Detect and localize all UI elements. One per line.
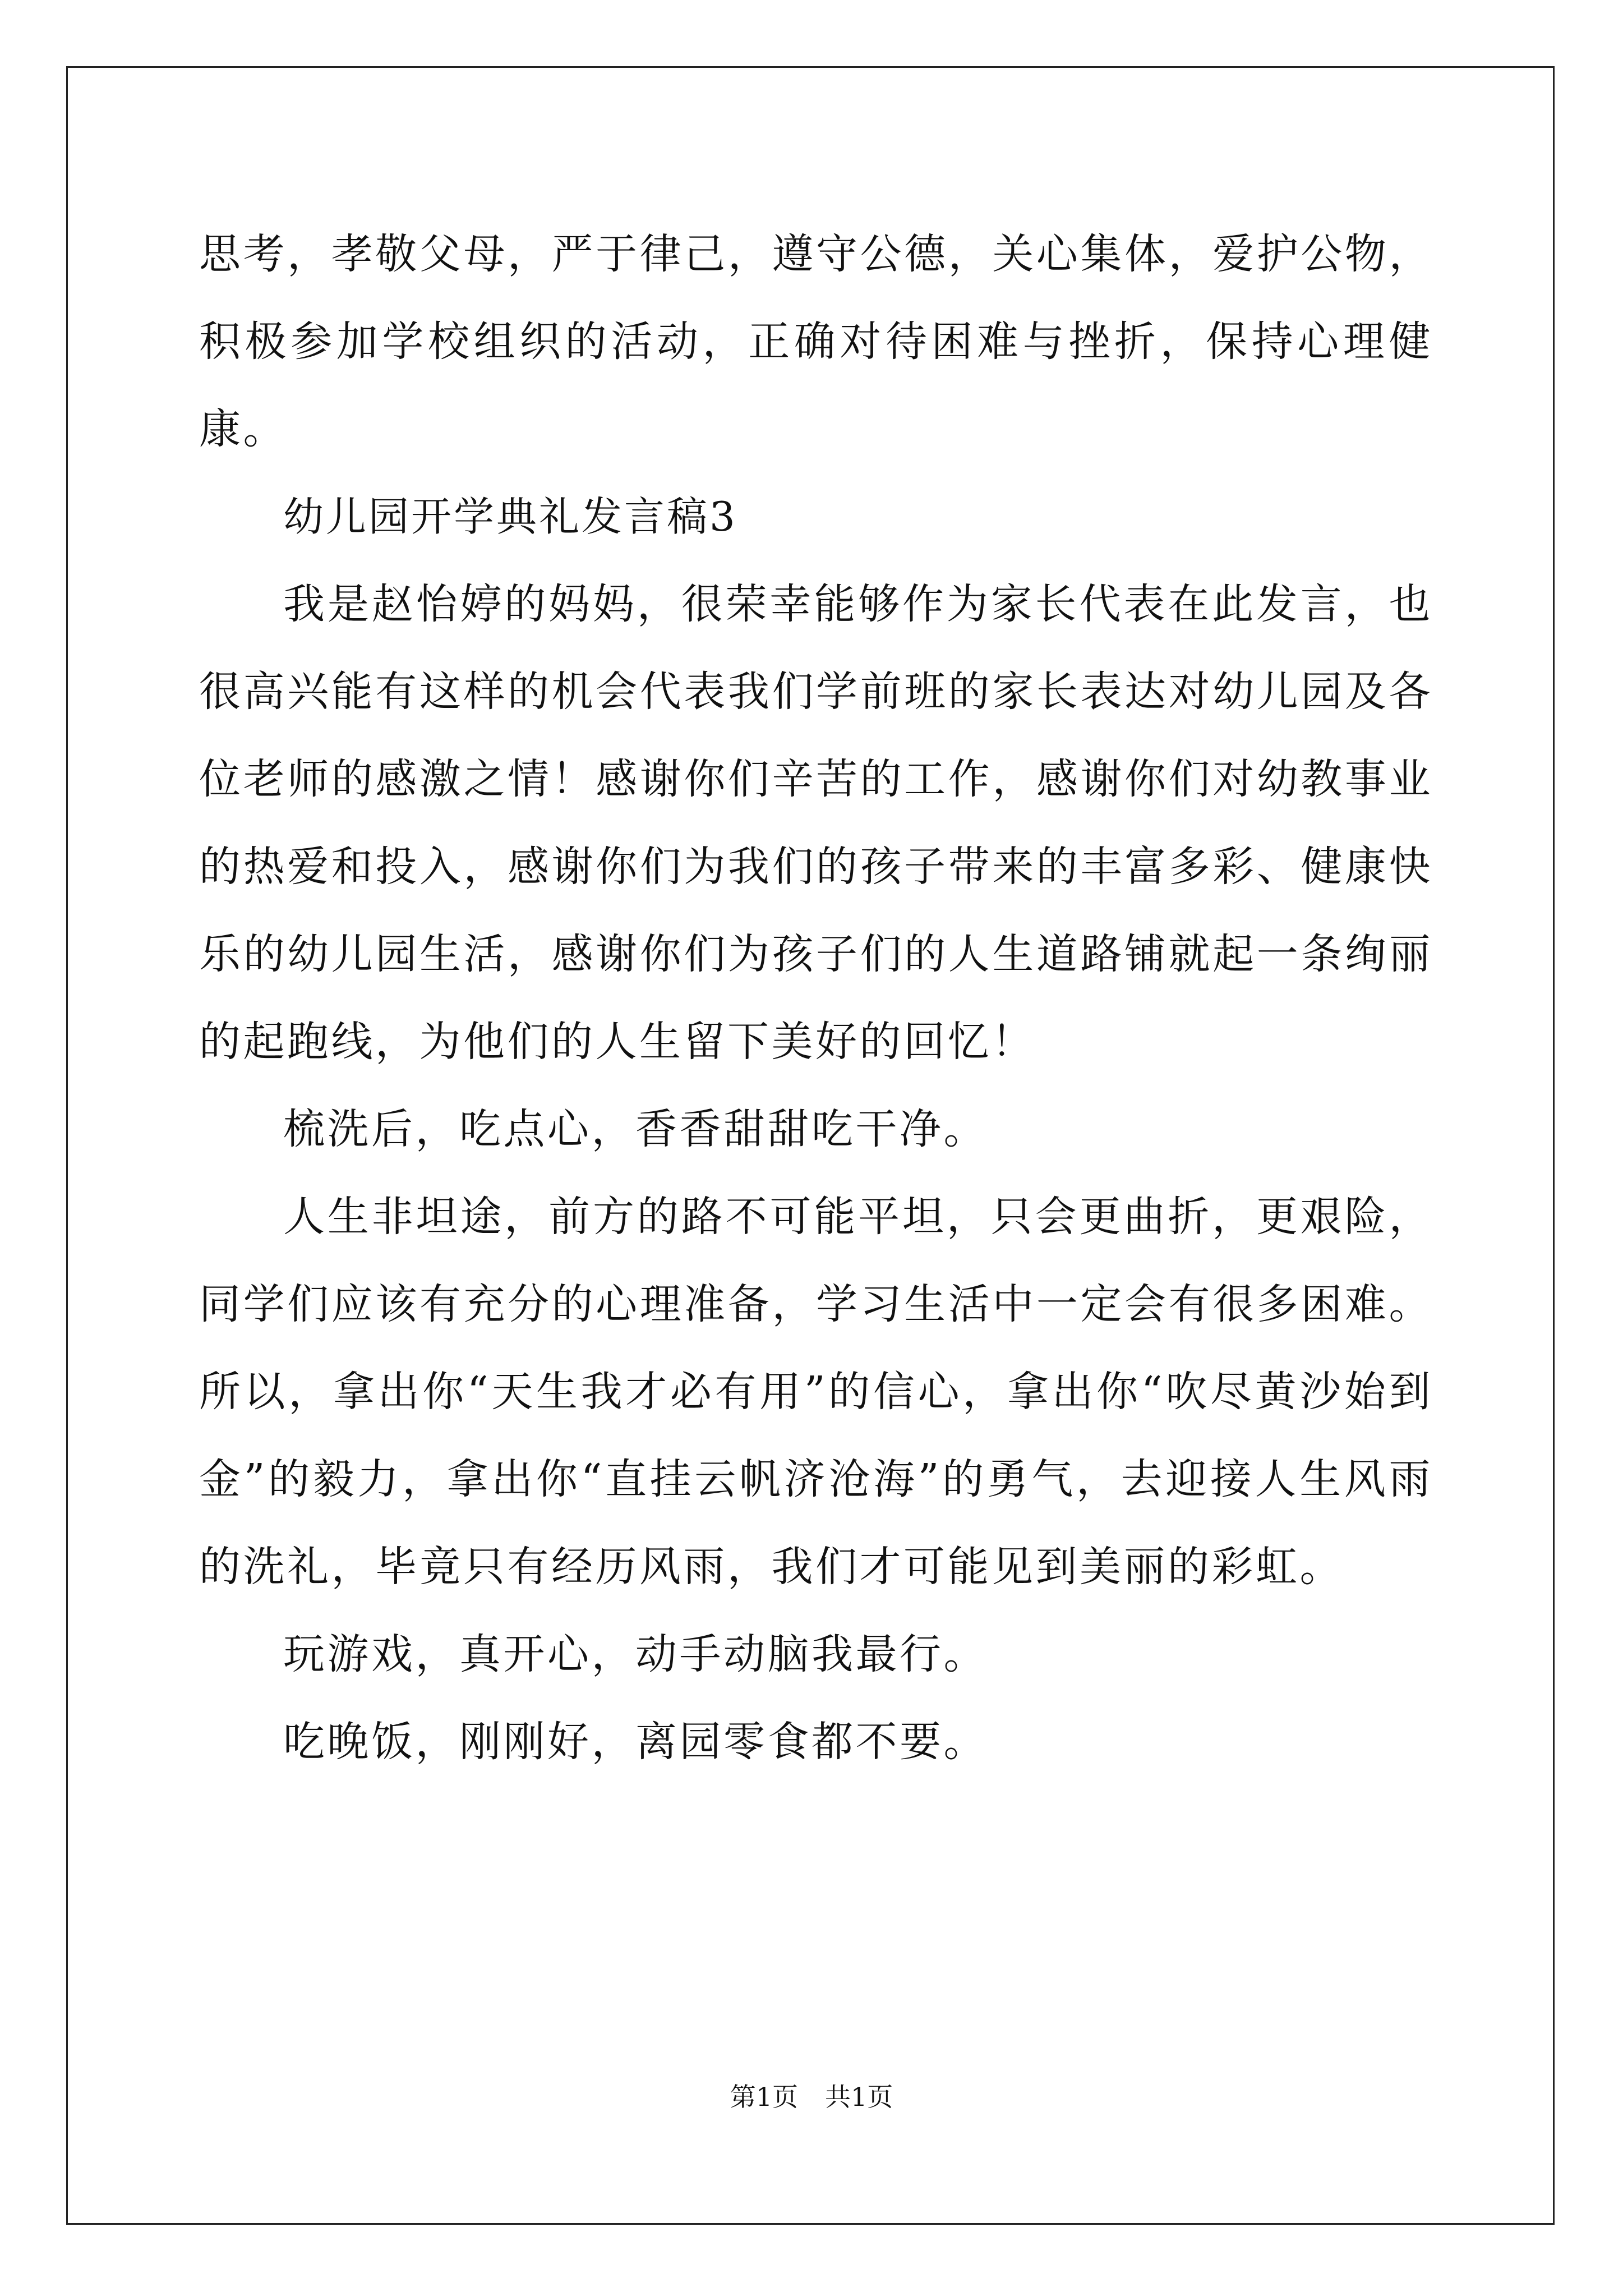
paragraph: 吃晚饭，刚刚好，离园零食都不要。 (283, 1718, 988, 1766)
paragraph: 思考，孝敬父母，严于律己，遵守公德，关心集体，爱护公物，积极参加学校组织的活动，正确对待困难与挫折，保持心理健康。 (199, 230, 1433, 453)
page-footer (0, 2080, 1623, 2114)
page-total: 共1页 (825, 2082, 893, 2112)
page-number: 第1页 (730, 2082, 798, 2112)
section-heading: 幼儿园开学典礼发言稿3 (283, 493, 737, 540)
paragraph: 我是赵怡婷的妈妈，很荣幸能够作为家长代表在此发言，也很高兴能有这样的机会代表我们学前班的家长表达对幼儿园及各位老师的感激之情！感谢你们辛苦的工作，感谢你们对幼教事业的热爱和投入，感谢你们为我们的孩子带来的丰富多彩、健康快乐的幼儿园生活，感谢你们为孩子们的人生道路铺就起一条绚丽的起跑线，为他们的人生留下美好的回忆！ (199, 580, 1433, 1066)
paragraph: 梳洗后，吃点心，香香甜甜吃干净。 (283, 1105, 988, 1153)
document-body (199, 210, 1433, 1786)
paragraph: 玩游戏，真开心，动手动脑我最行。 (283, 1630, 988, 1678)
paragraph: 人生非坦途，前方的路不可能平坦，只会更曲折，更艰险，同学们应该有充分的心理准备，学习生活中一定会有很多困难。所以，拿出你“天生我才必有用”的信心，拿出你“吹尽黄沙始到金”的毅力，拿出你“直挂云帆济沧海”的勇气，去迎接人生风雨的洗礼，毕竟只有经历风雨，我们才可能见到美丽的彩虹。 (199, 1193, 1433, 1591)
